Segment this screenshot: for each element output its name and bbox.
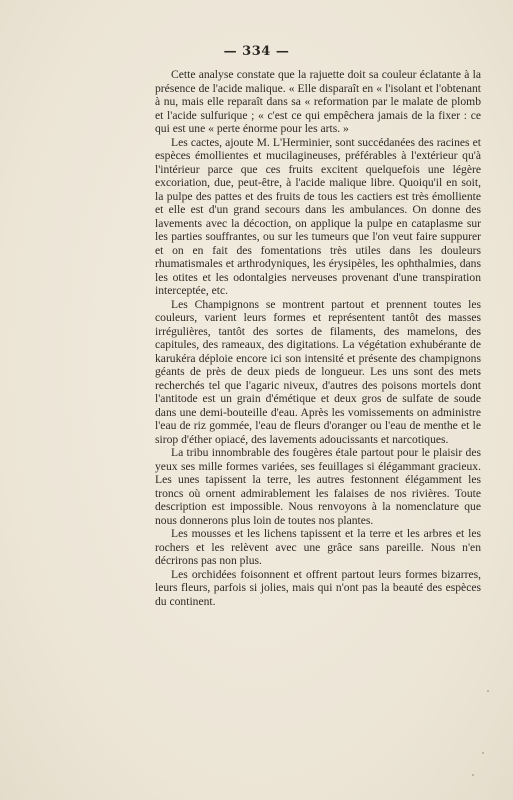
paragraph-4: La tribu innombrable des fougères étale partout pour le plaisir des yeux ses mille formes variées, ses feuillages si élégammant gracieux. Les unes tapissent la terre, les autres festonnent élégamment les troncs où ornent admirablement les falaises de nos rivières. Toute description est impossible. Nous renvoyons à la nomenclature que nous donnerons plus loin de toutes nos plantes. [155,446,481,527]
paragraph-6: Les orchidées foisonnent et offrent partout leurs formes bizarres, leurs fleurs, parfois si jolies, mais qui n'ont pas la beauté des espèces du continent. [155,567,481,608]
paragraph-5: Les mousses et les lichens tapissent et la terre et les arbres et les rochers et les relèvent avec une grâce sans pareille. Nous n'en décrirons pas non plus. [155,527,481,567]
paper-speck [487,690,489,692]
paragraph-3: Les Champignons se montrent partout et prennent toutes les couleurs, varient leurs formes et représentent tantôt des masses irrégulières, tantôt des sortes de filaments, des mamelons, des capitules, des rameaux, des digitations. La végétation exhubérante de karukéra déploie encore ici son intensité et présente des champignons géants de près de deux pieds de longueur. Les uns sont des mets recherchés tel que l'agaric niveux, d'autres des poisons mortels dont l'antitode est un grain d'émétique et deux gros de sulfate de soude dans une demi-bouteille d'eau. Après les vomissements on administre l'eau de riz gommée, l'eau de fleurs d'oranger ou l'eau de menthe et le sirop d'éther opiacé, des lavements adoucissants et narcotiques. [155,297,481,446]
paragraph-1: Cette analyse constate que la rajuette doit sa couleur éclatante à la présence de l'acide malique. « Elle disparaît en « l'isolant et l'obtenant à nu, mais elle reparaît dans sa « reformation par le malate de plomb et l'acide sulfurique ; « c'est ce qui empêchera jamais de la fixer : ce qui est une « perte énorme pour les arts. » [155,68,481,135]
body-text [155,68,481,608]
paper-speck [472,774,474,776]
paper-speck [482,752,484,754]
paragraph-2: Les cactes, ajoute M. L'Herminier, sont succédanées des racines et espèces émollientes et mucilagineuses, préférables à l'extérieur qu'à l'intérieur parce que ces fruits excitent quelquefois une légère excoriation, due, peut-être, à l'acide malique libre. Quoiqu'il en soit, la pulpe des pattes et des fruits de tous les cactiers est très émolliente et elle est d'un grand secours dans les ambulances. On donne des lavements avec la décoction, on applique la pulpe en cataplasme sur les parties souffrantes, ou sur les tumeurs que l'on veut faire suppurer et on en fait des fomentations très utiles dans les douleurs rhumatismales et arthrodyniques, les érysipèles, les ophthalmies, dans les otites et les odontalgies nerveuses provenant d'une transpiration interceptée, etc. [155,135,481,297]
page-number: — 334 — [223,44,290,59]
